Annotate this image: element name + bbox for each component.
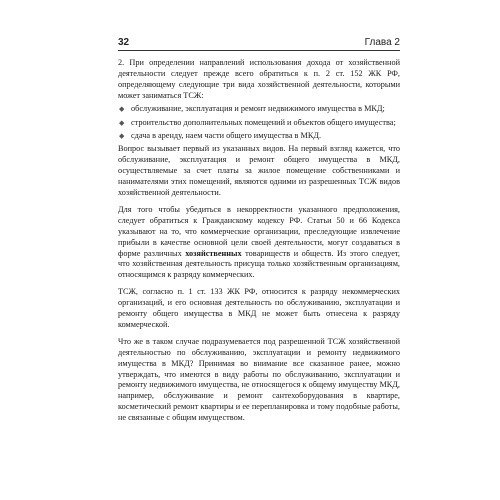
bullet-list — [118, 104, 400, 142]
bullet-text: строительство дополнительных помещений и объектов общего имущества; — [131, 117, 396, 127]
header-divider — [118, 50, 400, 51]
bullet-item — [118, 104, 400, 115]
paragraph-3-text-a: Для того чтобы убедиться в некорректности указанного предположения, следует обратиться к Гражданскому кодексу РФ. Статьи 50 и 66 Кодекса указывают на то, что коммерческие организации, преследующие извлечение прибыли в качестве основной цели своей деятельности, могут создаваться в форме различных — [118, 204, 400, 258]
paragraph-1: 2. При определении направлений использования дохода от хозяйственной деятельности следует прежде всего обратиться к п. 2 ст. 152 ЖК РФ, определяющему следующие три вида хозяйственной деятельности, которыми может заниматься ТСЖ: — [118, 58, 400, 100]
bullet-item — [118, 118, 400, 129]
diamond-bullet-icon: ◆ — [119, 118, 125, 127]
diamond-bullet-icon: ◆ — [119, 131, 125, 140]
paragraph-3 — [118, 205, 400, 281]
page-body — [118, 58, 400, 424]
paragraph-3-text-b: товариществ и обществ. Из этого следует, что хозяйственная деятельность присуща только хозяйственным организациям, относящимся к разряду коммерческих. — [118, 248, 400, 280]
page-header — [118, 35, 400, 49]
paragraph-3-bold-term: хозяйственных — [185, 248, 242, 258]
chapter-title: Глава 2 — [364, 36, 400, 48]
paragraph-5: Что же в таком случае подразумевается под разрешенной ТСЖ хозяйственной деятельностью по обслуживанию, эксплуатации и ремонту недвижимого имущества в МКД? Принимая во внимание все сказанное ранее, можно утверждать, что имеются в виду работы по обслуживанию, эксплуатации и ремонту недвижимого имущества, не относящегося к общему имуществу МКД, например, обслуживание и ремонт сантехоборудования в квартире, косметический ремонт квартиры и ее перепланировка и тому подобные работы, не связанные с общим имуществом. — [118, 336, 400, 423]
paragraph-2: Вопрос вызывает первый из указанных видов. На первый взгляд кажется, что обслуживание, эксплуатация и ремонт общего имущества в МКД, осуществляемые за счет платы за жилое помещение собственниками и нанимателями этих помещений, являются одними из разрешенных ТСЖ видов хозяйственной деятельности. — [118, 144, 400, 197]
paragraph-4: ТСЖ, согласно п. 1 ст. 133 ЖК РФ, относится к разряду некоммерческих организаций, и его основная деятельность по обслуживанию, эксплуатации и ремонту общего имущества в МКД не может быть отнесена к разряду коммерческой. — [118, 287, 400, 329]
page-number: 32 — [118, 36, 130, 48]
bullet-text: сдача в аренду, наем части общего имущества в МКД. — [131, 130, 322, 140]
bullet-item — [118, 131, 400, 142]
diamond-bullet-icon: ◆ — [119, 105, 125, 114]
bullet-text: обслуживание, эксплуатация и ремонт недвижимого имущества в МКД; — [131, 104, 385, 114]
